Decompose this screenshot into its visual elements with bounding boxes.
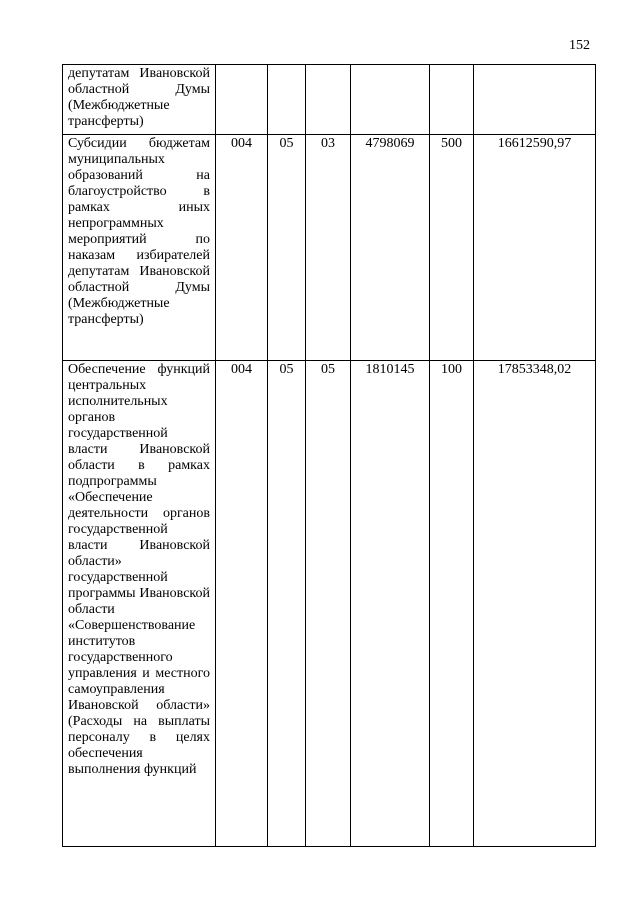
ved-cell: 004 xyxy=(216,361,268,847)
sum-cell xyxy=(474,65,596,135)
row-name-cell: Субсидии бюджетам муниципальных образований на благоустройство в рамках иных непрограммных мероприятий по наказам избирателей депутатам Ивановской областной Думы (Межбюджетные трансферты) xyxy=(63,135,216,361)
table-row xyxy=(63,361,596,847)
csr-cell xyxy=(351,65,430,135)
table-row xyxy=(63,135,596,361)
row-name-cell: депутатам Ивановской областной Думы (Межбюджетные трансферты) xyxy=(63,65,216,135)
page-number: 152 xyxy=(569,38,590,53)
budget-table xyxy=(62,64,596,847)
pr-cell xyxy=(306,65,351,135)
row-name-cell: Обеспечение функций центральных исполнительных органов государственной власти Ивановской области в рамках подпрограммы «Обеспечение деятельности органов государственной власти Ивановской области» государственной программы Ивановской области «Совершенствование институтов государственного управления и местного самоуправления Ивановской области» (Расходы на выплаты персоналу в целях обеспечения выполнения функций xyxy=(63,361,216,847)
sum-cell: 16612590,97 xyxy=(474,135,596,361)
rz-cell xyxy=(268,65,306,135)
vr-cell xyxy=(430,65,474,135)
vr-cell: 100 xyxy=(430,361,474,847)
table-row xyxy=(63,65,596,135)
csr-cell: 1810145 xyxy=(351,361,430,847)
csr-cell: 4798069 xyxy=(351,135,430,361)
sum-cell: 17853348,02 xyxy=(474,361,596,847)
vr-cell: 500 xyxy=(430,135,474,361)
pr-cell: 03 xyxy=(306,135,351,361)
rz-cell: 05 xyxy=(268,135,306,361)
ved-cell: 004 xyxy=(216,135,268,361)
pr-cell: 05 xyxy=(306,361,351,847)
rz-cell: 05 xyxy=(268,361,306,847)
ved-cell xyxy=(216,65,268,135)
